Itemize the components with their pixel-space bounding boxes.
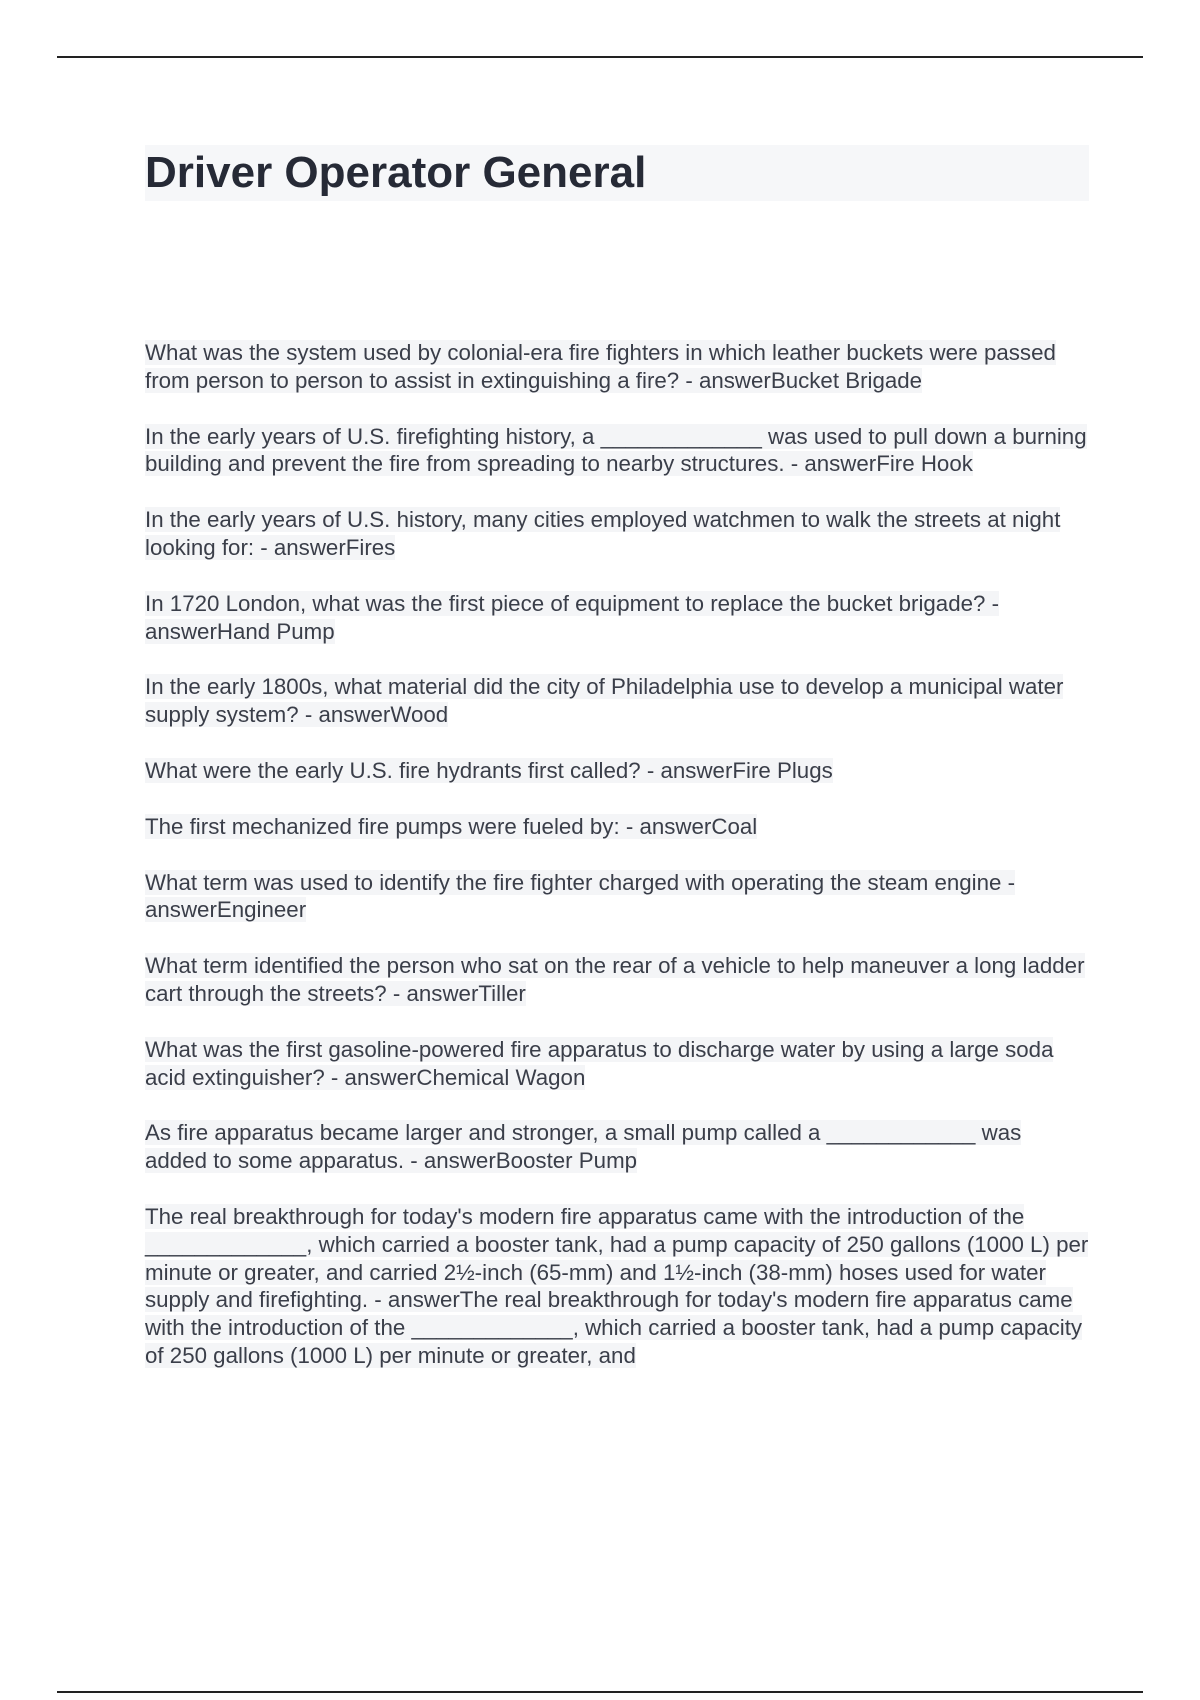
qa-item	[145, 952, 1089, 1008]
qa-item-text: In 1720 London, what was the first piece of equipment to replace the bucket brigade? - answerHand Pump	[145, 590, 1000, 644]
qa-item	[145, 1036, 1089, 1092]
qa-item	[145, 339, 1089, 395]
qa-item-text: What was the first gasoline-powered fire apparatus to discharge water by using a large soda acid extinguisher? - answerChemical Wagon	[145, 1036, 1054, 1090]
qa-item	[145, 813, 1089, 841]
qa-item-text: What term was used to identify the fire fighter charged with operating the steam engine - answerEngineer	[145, 869, 1016, 923]
qa-item-text: What term identified the person who sat on the rear of a vehicle to help maneuver a long ladder cart through the streets? - answerTiller	[145, 953, 1085, 1006]
qa-item-text: In the early years of U.S. firefighting history, a _____________ was used to pull down a burning building and prevent the fire from spreading to nearby structures. - answerFire Hook	[145, 423, 1087, 477]
qa-list	[145, 339, 1089, 1398]
qa-item-text: The real breakthrough for today's modern fire apparatus came with the introduction of the _____________, which carried a booster tank, had a pump capacity of 250 gallons (1000 L) per minute or greater, and carried 2½-inch (65-mm) and 1½-inch (38-mm) hoses used for water supply and firefighting. - answerThe real breakthrough for today's modern fire apparatus came with the introduction of the _____________, which carried a booster tank, had a pump capacity of 250 gallons (1000 L) per minute or greater, and	[145, 1203, 1089, 1368]
qa-item	[145, 1119, 1089, 1175]
qa-item-text: As fire apparatus became larger and stronger, a small pump called a ____________ was added to some apparatus. - answerBooster Pump	[145, 1120, 1022, 1174]
bottom-divider	[57, 1691, 1143, 1693]
qa-item-text: What was the system used by colonial-era fire fighters in which leather buckets were passed from person to person to assist in extinguishing a fire? - answerBucket Brigade	[145, 340, 1056, 393]
qa-item-text: In the early years of U.S. history, many cities employed watchmen to walk the streets at night looking for: - answerFires	[145, 507, 1061, 560]
qa-item	[145, 506, 1089, 562]
title-block	[145, 145, 1089, 201]
qa-item-text: The first mechanized fire pumps were fueled by: - answerCoal	[145, 813, 758, 839]
qa-item-text: In the early 1800s, what material did the city of Philadelphia use to develop a municipal water supply system? - answerWood	[145, 674, 1064, 728]
qa-item	[145, 590, 1089, 646]
qa-item	[145, 869, 1089, 925]
top-divider	[57, 56, 1143, 58]
page-title: Driver Operator General	[145, 148, 647, 197]
qa-item	[145, 423, 1089, 479]
qa-item-text: What were the early U.S. fire hydrants first called? - answerFire Plugs	[145, 757, 833, 783]
qa-item	[145, 1203, 1089, 1370]
qa-item	[145, 673, 1089, 729]
qa-item	[145, 757, 1089, 785]
